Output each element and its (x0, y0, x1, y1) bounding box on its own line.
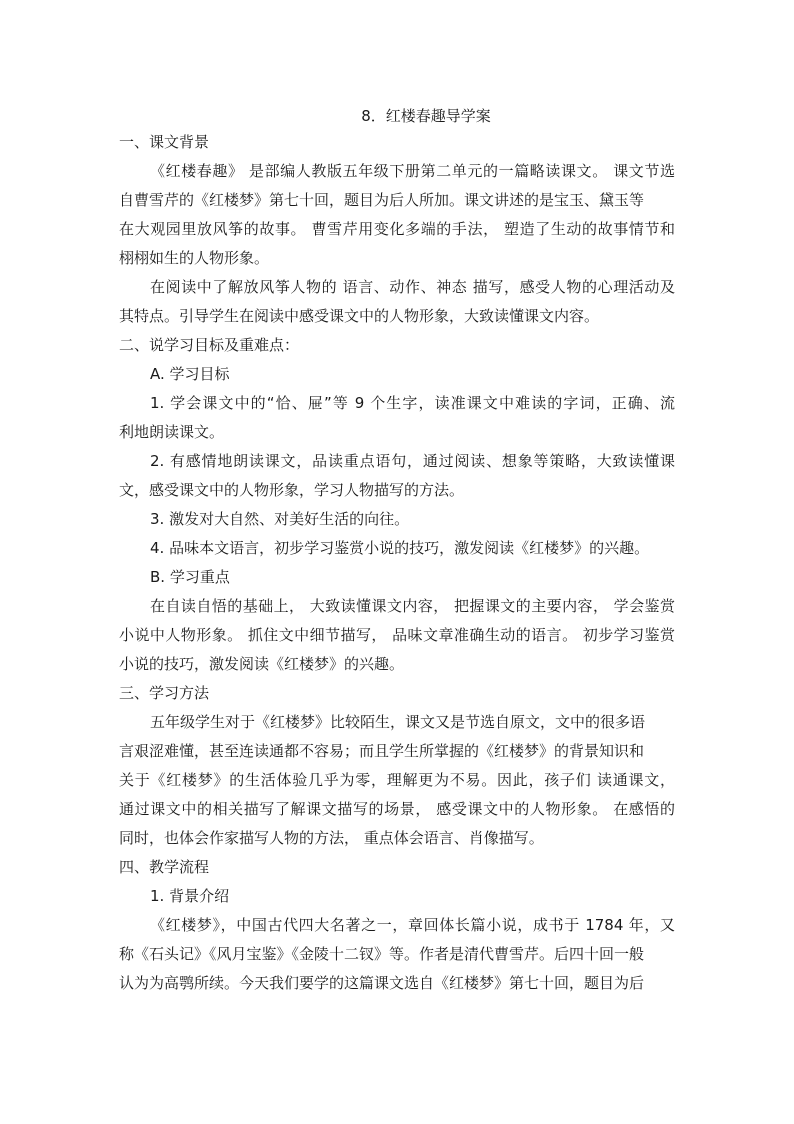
text-line: B. 学习重点 (150, 568, 230, 586)
text-line: 通过课文中的相关描写了解课文描写的场景， 感受课文中的人物形象。 在感悟的 (119, 800, 675, 818)
text-line: 《红楼梦》，中国古代四大名著之一，章回体长篇小说，成书于 1784 年，又 (150, 916, 675, 934)
text-line: 文，感受课文中的人物形象，学习人物描写的方法。 (119, 481, 465, 499)
document-body (119, 104, 675, 998)
text-line: A. 学习目标 (150, 365, 230, 383)
text-line: 其特点。引导学生在阅读中感受课文中的人物形象，大致读懂课文内容。 (119, 307, 600, 325)
text-line: 自曹雪芹的《红楼梦》第七十回，题目为后人所加。课文讲述的是宝玉、黛玉等 (119, 191, 645, 209)
text-line: 利地朗读课文。 (119, 423, 225, 441)
section-heading: 四、教学流程 (119, 858, 210, 876)
text-line: 小说的技巧，激发阅读《红楼梦》的兴趣。 (119, 655, 405, 673)
section-heading: 三、学习方法 (119, 684, 210, 702)
text-line: 1. 学会课文中的“恰、屉”等 9 个生字，读准课文中难读的字词，正确、流 (150, 394, 675, 412)
text-line: 4. 品味本文语言，初步学习鉴赏小说的技巧，激发阅读《红楼梦》的兴趣。 (150, 539, 650, 557)
section-heading: 二、说学习目标及重难点： (119, 336, 300, 354)
text-line: 关于《红楼梦》的生活体验几乎为零，理解更为不易。因此，孩子们 读通课文， (119, 771, 675, 789)
document-title: 8．红楼春趣导学案 (361, 107, 491, 125)
text-line: 《红楼春趣》 是部编人教版五年级下册第二单元的一篇略读课文。 课文节选 (150, 162, 675, 180)
text-line: 在阅读中了解放风筝人物的 语言、动作、神态 描写，感受人物的心理活动及 (150, 278, 675, 296)
section-heading: 一、课文背景 (119, 133, 210, 151)
text-line: 认为为高鹗所续。今天我们要学的这篇课文选自《红楼梦》第七十回，题目为后 (119, 974, 645, 992)
text-line: 3. 激发对大自然、对美好生活的向往。 (150, 510, 410, 528)
text-line: 称《石头记》《风月宝鉴》《金陵十二钗》等。作者是清代曹雪芹。后四十回一般 (119, 945, 645, 963)
text-line: 1. 背景介绍 (150, 887, 230, 905)
text-line: 小说中人物形象。 抓住文中细节描写， 品味文章准确生动的语言。 初步学习鉴赏 (119, 626, 675, 644)
text-line: 2. 有感情地朗读课文，品读重点语句，通过阅读、想象等策略，大致读懂课 (150, 452, 675, 470)
text-line: 言艰涩难懂，甚至连读通都不容易；而且学生所掌握的《红楼梦》的背景知识和 (119, 742, 645, 760)
text-line: 在大观园里放风筝的故事。 曹雪芹用变化多端的手法， 塑造了生动的故事情节和 (119, 220, 675, 238)
text-line: 栩栩如生的人物形象。 (119, 249, 270, 267)
text-line: 同时，也体会作家描写人物的方法， 重点体会语言、肖像描写。 (119, 829, 544, 847)
text-line: 五年级学生对于《红楼梦》比较陌生，课文又是节选自原文，文中的很多语 (150, 713, 646, 731)
text-line: 在自读自悟的基础上， 大致读懂课文内容， 把握课文的主要内容， 学会鉴赏 (150, 597, 675, 615)
